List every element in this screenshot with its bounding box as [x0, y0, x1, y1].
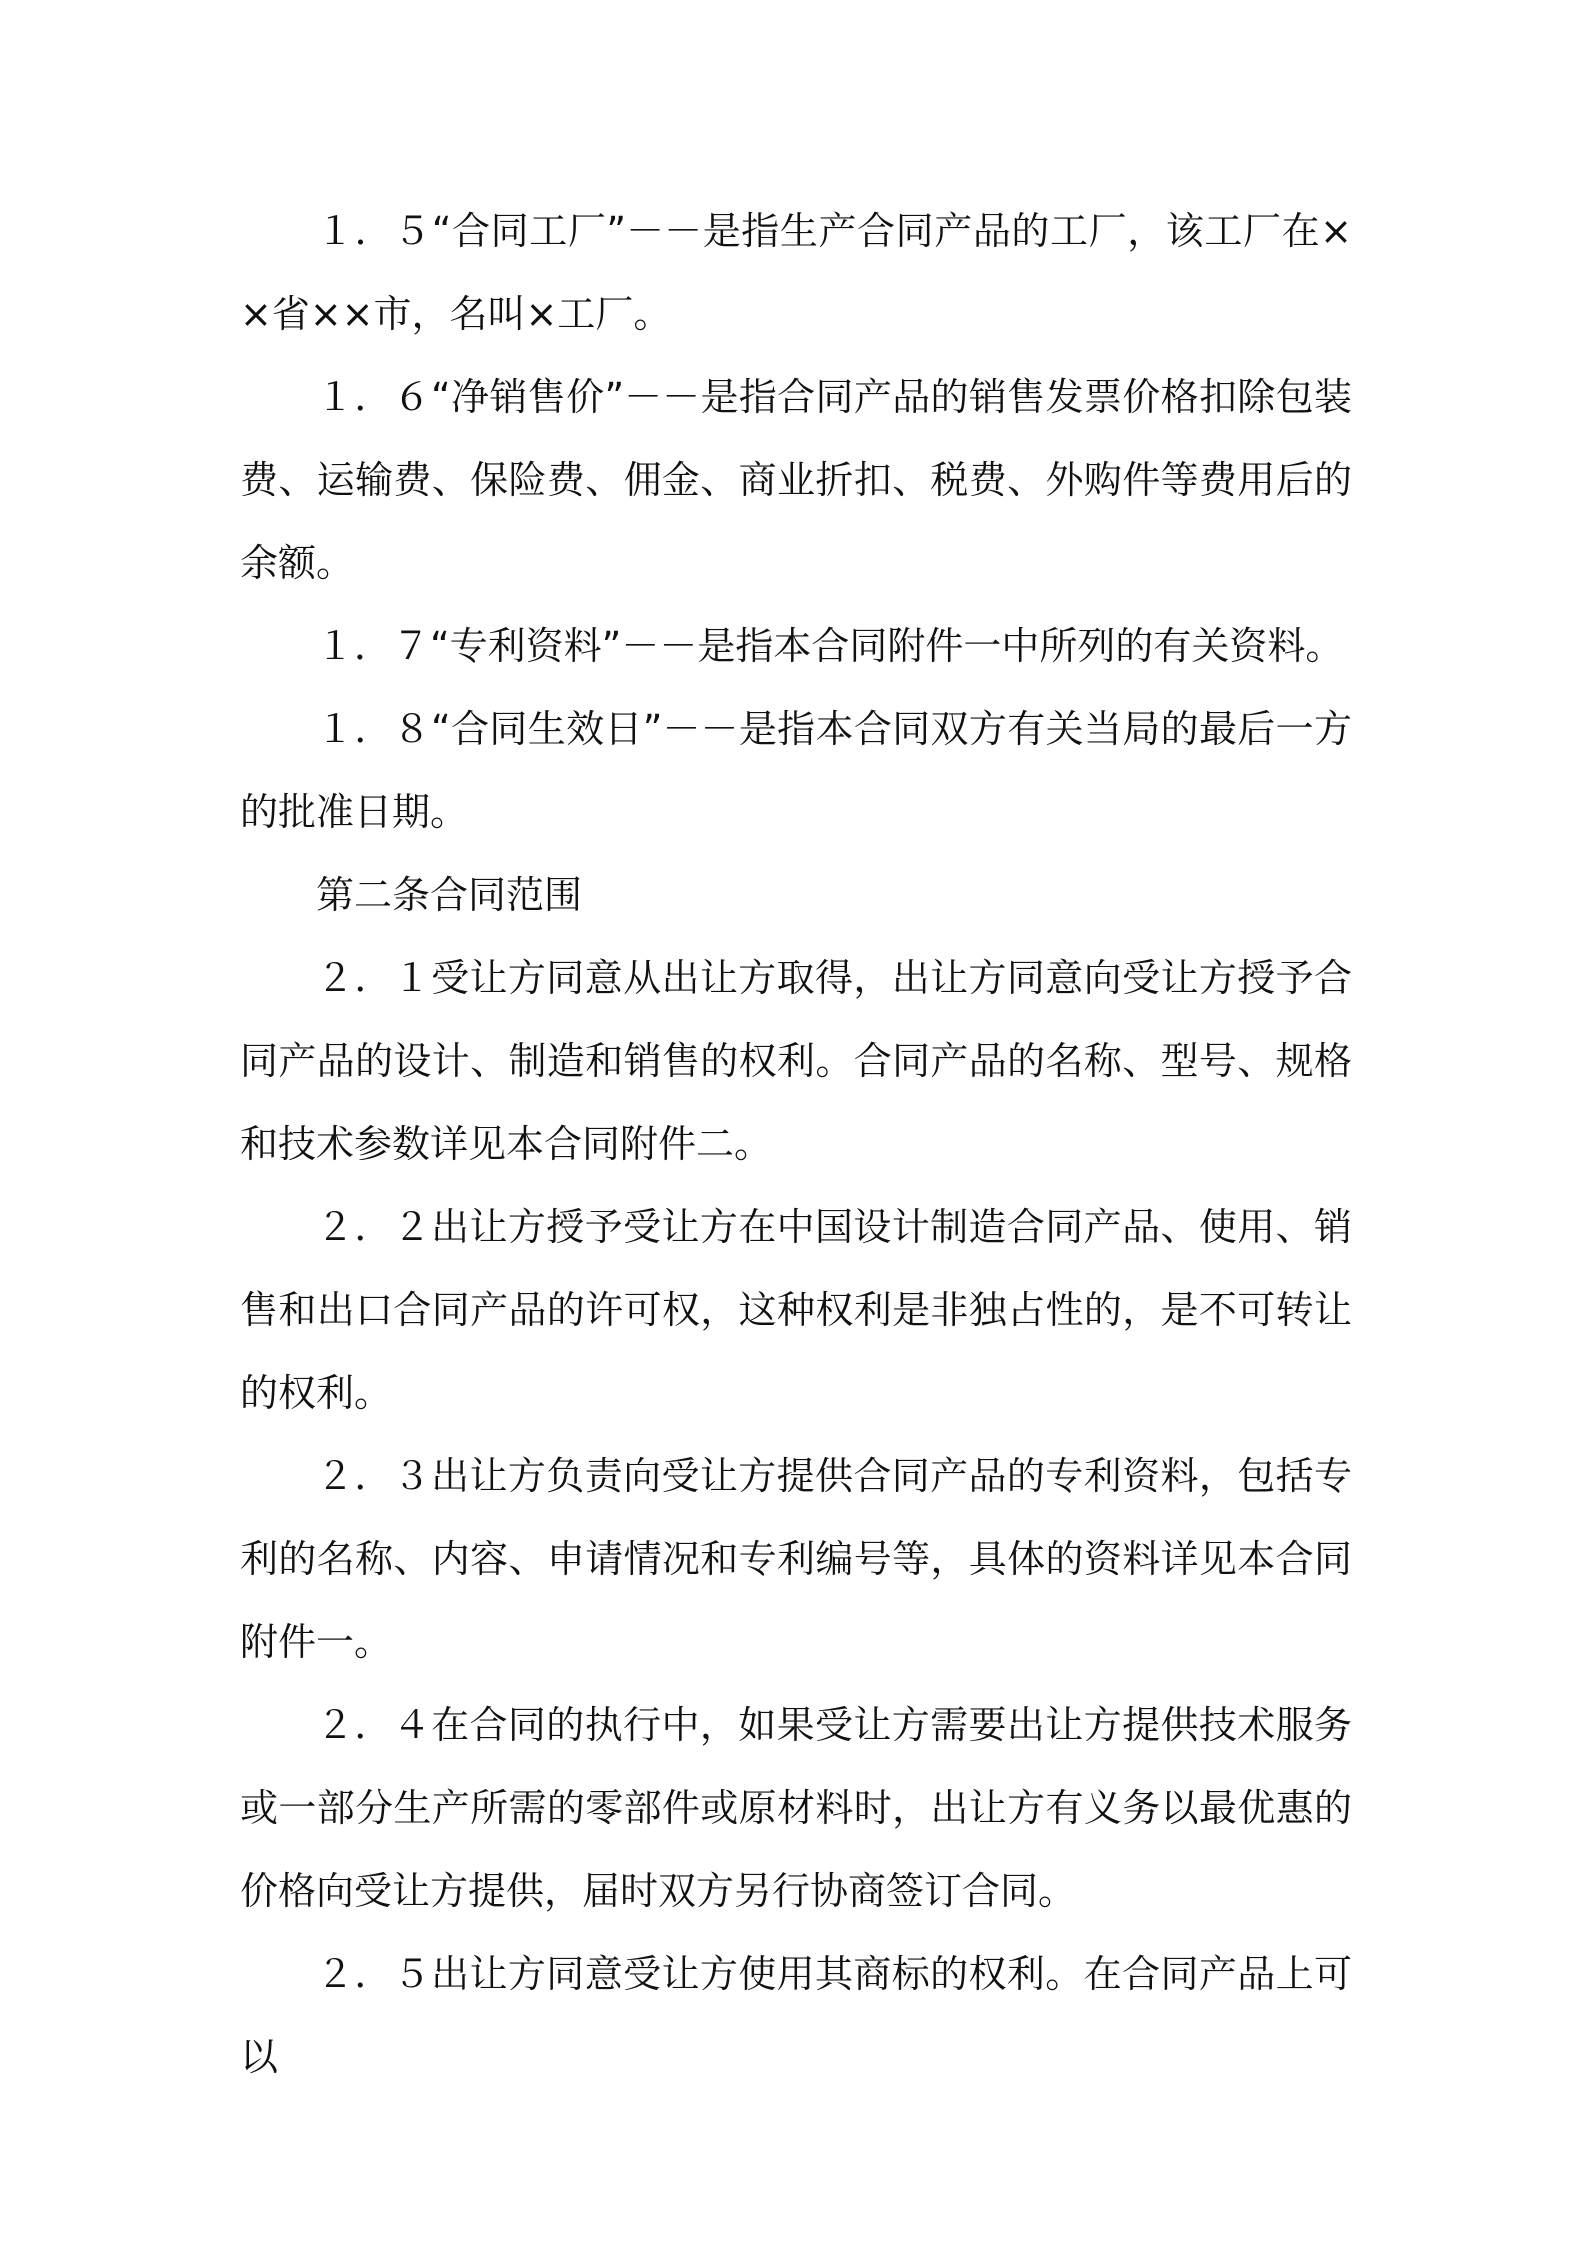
clause-1-5: １．５“合同工厂”－－是指生产合同产品的工厂，该工厂在××省××市，名叫×工厂。 [240, 209, 1352, 336]
document-page [240, 190, 1352, 2099]
clause-1-8: １．８“合同生效日”－－是指本合同双方有关当局的最后一方的批准日期。 [240, 707, 1352, 834]
clause-2-1: ２．１受让方同意从出让方取得，出让方同意向受让方授予合同产品的设计、制造和销售的权利。合同产品的名称、型号、规格和技术参数详见本合同附件二。 [240, 956, 1352, 1166]
clause-2-2: ２．２出让方授予受让方在中国设计制造合同产品、使用、销售和出口合同产品的许可权，这种权利是非独占性的，是不可转让的权利。 [240, 1205, 1352, 1415]
clause-2-4: ２．４在合同的执行中，如果受让方需要出让方提供技术服务或一部分生产所需的零部件或原材料时，出让方有义务以最优惠的价格向受让方提供，届时双方另行协商签订合同。 [240, 1703, 1352, 1913]
section-heading-article-2: 第二条合同范围 [316, 873, 583, 917]
clause-1-7: １．７“专利资料”－－是指本合同附件一中所列的有关资料。 [316, 624, 1344, 668]
clause-1-6: １．６“净销售价”－－是指合同产品的销售发票价格扣除包装费、运输费、保险费、佣金、商业折扣、税费、外购件等费用后的余额。 [240, 375, 1352, 585]
clause-2-3: ２．３出让方负责向受让方提供合同产品的专利资料，包括专利的名称、内容、申请情况和专利编号等，具体的资料详见本合同附件一。 [240, 1454, 1352, 1664]
clause-2-5: ２．５出让方同意受让方使用其商标的权利。在合同产品上可以 [240, 1952, 1352, 2079]
